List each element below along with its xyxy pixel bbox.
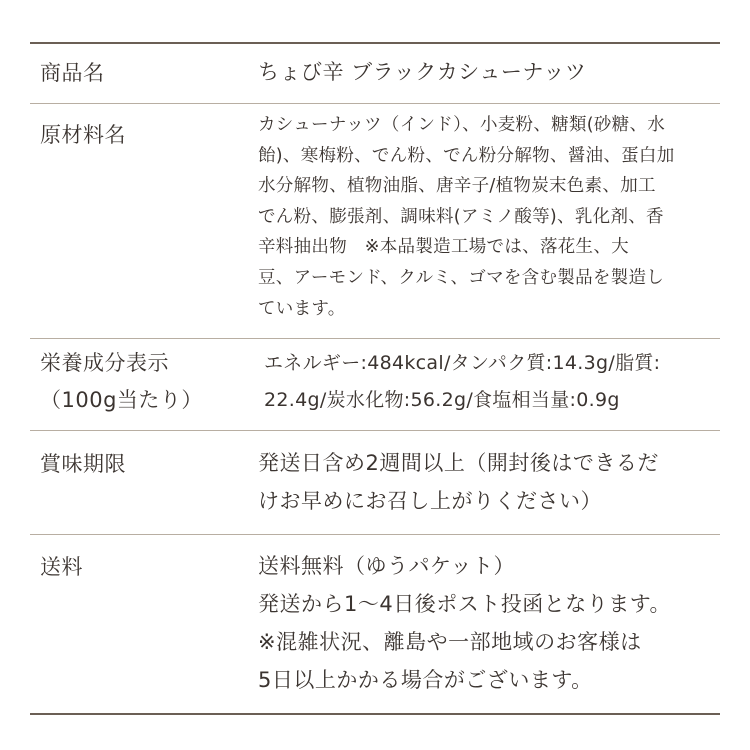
value-shipping: 送料無料（ゆうパケット） 発送から1〜4日後ポスト投函となります。 ※混雑状況、離島や一部地域のお客様は 5日以上かかる場合がございます。 <box>258 554 672 692</box>
row-divider <box>30 338 720 339</box>
row-divider <box>30 534 720 535</box>
value-product-name: ちょび辛 ブラックカシューナッツ <box>258 60 587 84</box>
label-product-name: 商品名 <box>40 61 105 85</box>
label-best-before: 賞味期限 <box>40 452 126 476</box>
value-nutrition: エネルギー:484kcal/タンパク質:14.3g/脂質: 22.4g/炭水化物:56.2g/食塩相当量:0.9g <box>264 352 661 411</box>
table-top-border <box>30 42 720 44</box>
table-bottom-border <box>30 713 720 715</box>
label-nutrition: 栄養成分表示 （100g当たり） <box>40 351 203 412</box>
value-best-before: 発送日含め2週間以上（開封後はできるだ けお早めにお召し上がりください） <box>258 451 659 513</box>
value-ingredients: カシューナッツ（インド）、小麦粉、糖類(砂糖、水 飴)、寒梅粉、でん粉、でん粉分解物、醤油、蛋白加 水分解物、植物油脂、唐辛子/植物炭末色素、加工 でん粉、膨張剤、調味料(アミノ酸等)、乳化剤、香 辛料抽出物 ※本品製造工場では、落花生、大 豆、アーモンド、クルミ、ゴマを含む製品を製造し ています。 <box>258 115 675 319</box>
row-divider <box>30 103 720 104</box>
label-ingredients: 原材料名 <box>40 123 126 147</box>
label-shipping: 送料 <box>40 555 83 579</box>
row-divider <box>30 430 720 431</box>
